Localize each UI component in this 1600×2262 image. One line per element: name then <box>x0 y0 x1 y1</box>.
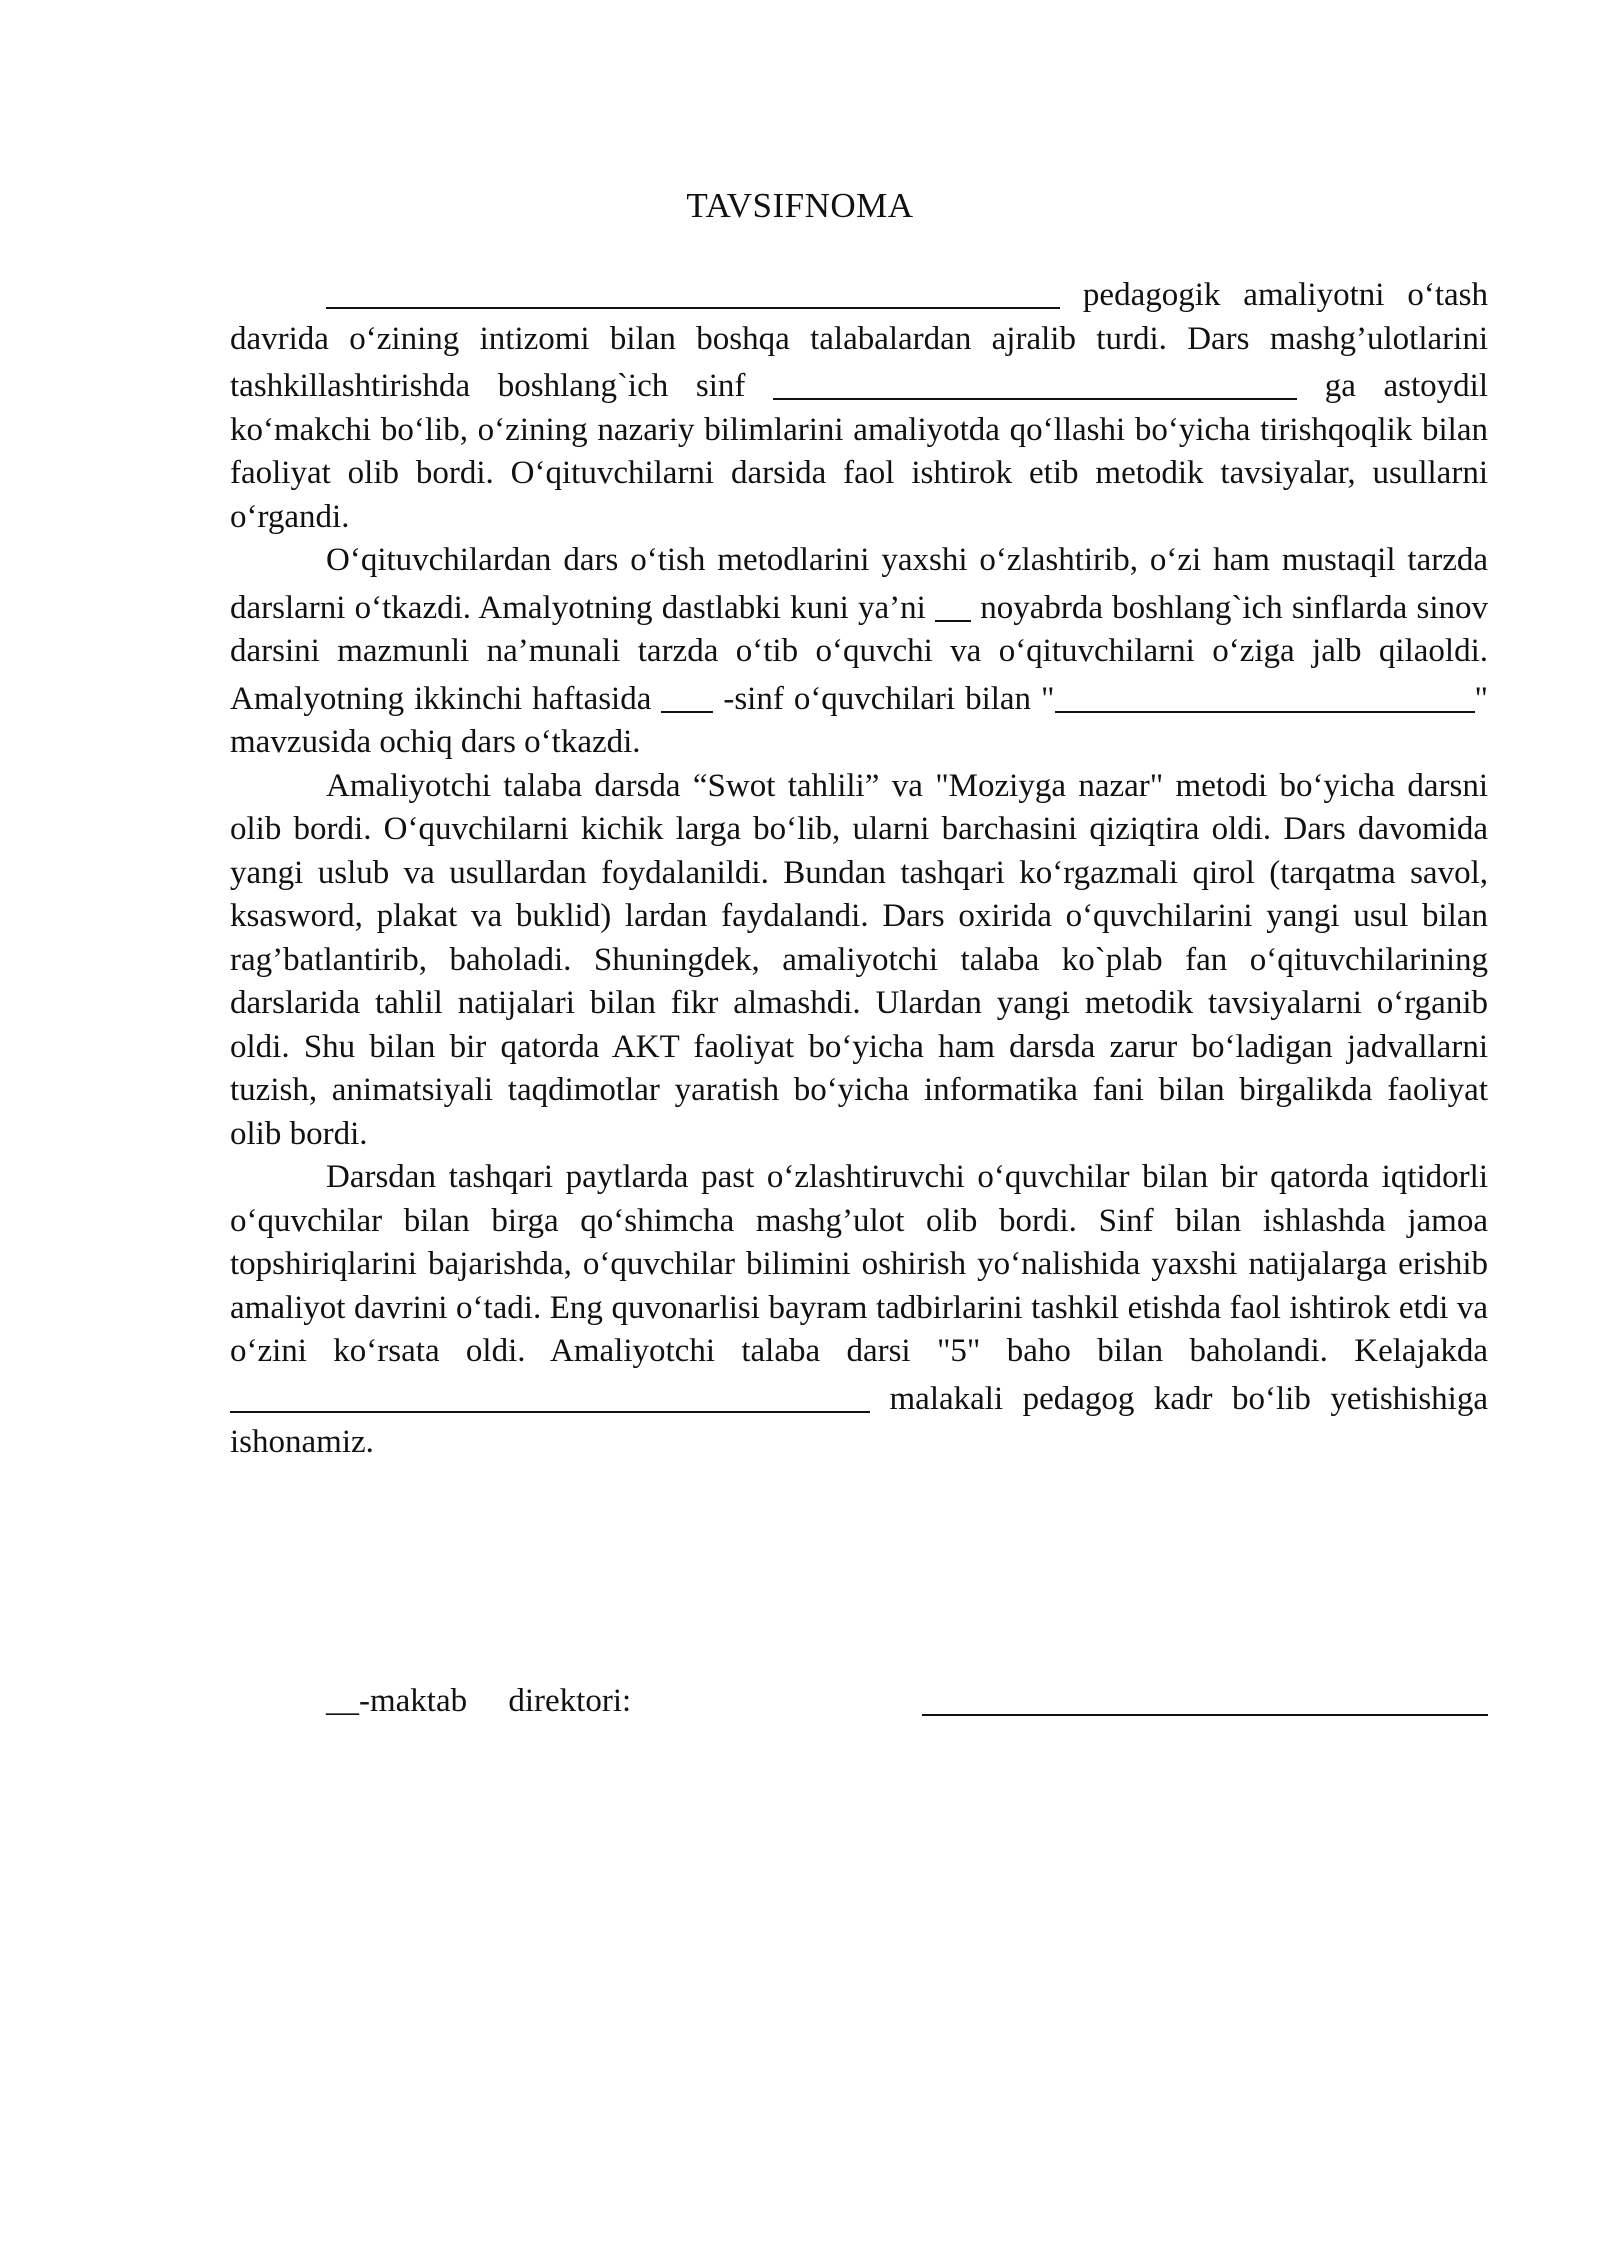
paragraph-1 <box>230 270 1488 539</box>
paragraph-2-part-3: -sinf o‘quvchilari bilan " <box>723 680 1055 717</box>
document-title: TAVSIFNOMA <box>686 186 914 225</box>
grade-blank <box>773 365 1297 400</box>
future-blank <box>230 1378 870 1413</box>
paragraph-1-line-3: mashg’ulotlarini tashkillashtirishda boshlang`ich sinf <box>230 320 1488 404</box>
paragraph-4 <box>230 1156 1488 1465</box>
student-name-blank <box>326 274 1060 309</box>
paragraph-1-rest: ga astoydil ko‘makchi bo‘lib, o‘zining nazariy bilimlarini amaliyotda qo‘llashi bo‘yicha tirishqoqlik bilan faoliyat olib bordi. O‘qituvchilarni darsida faol ishtirok etib metodik tavsiyalar, usullarni o‘rgandi. <box>230 368 1489 535</box>
director-label: __-maktab direktori: <box>326 1683 632 1719</box>
day-blank <box>935 587 971 622</box>
paragraph-1-line-2: o‘tash davrida o‘zining intizomi bilan boshqa talabalardan ajralib turdi. Dars <box>230 277 1489 357</box>
paragraph-4-part-1: Darsdan tashqari paytlarda past o‘zlashtiruvchi o‘quvchilar bilan bir qatorda iqtidorli o‘quvchilar bilan birga qo‘shimcha mashg’ulot olib bordi. Sinf bilan ishlashda jamoa topshiriqlarini bajarishda, o‘quvchilar bilimini oshirish yo‘nalishida yaxshi natijalarga erishib amaliyot davrini o‘tadi. Eng quvonarlisi bayram tadbirlarini tashkil etishda faol ishtirok etdi va o‘zini ko‘rsata oldi. Amaliyotchi talaba darsi "5" baho bilan baholandi. Kelajakda <box>230 1159 1488 1369</box>
paragraph-3: Amaliyotchi talaba darsda “Swot tahlili” va "Moziyga nazar" metodi bo‘yicha darsni olib bordi. O‘quvchilarni kichik larga bo‘lib, ularni barchasini qiziqtira oldi. Dars davomida yangi uslub va usullardan foydalanildi. Bundan tashqari ko‘rgazmali qirol (tarqatma savol, ksasword, plakat va buklid) lardan faydalandi. Dars oxirida o‘quvchilarini yangi usul bilan rag’batlantirib, baholadi. Shuningdek, amaliyotchi talaba ko`plab fan o‘qituvchilarining darslarida tahlil natijalari bilan fikr almashdi. Ulardan yangi metodik tavsiyalarni o‘rganib oldi. Shu bilan bir qatorda AKT faoliyat bo‘yicha ham darsda zarur bo‘ladigan jadvallarni tuzish, animatsiyali taqdimotlar yaratish bo‘yicha informatika fani bilan birgalikda faoliyat olib bordi. <box>230 767 1488 1152</box>
signature-line <box>922 1714 1488 1716</box>
paragraph-2-part-4: " mavzusida ochiq dars o‘tkazdi. <box>230 680 1488 760</box>
paragraph-4-part-2: malakali pedagog kadr bo‘lib yetishishiga ishonamiz. <box>230 1380 1488 1460</box>
paragraph-2 <box>230 539 1488 765</box>
document-body <box>230 270 1488 1465</box>
topic-blank <box>1055 678 1475 713</box>
paragraph-2-part-1: O‘qituvchilardan dars o‘tish metodlarini yaxshi o‘zlashtirib, o‘zi ham mustaqil tarzda darslarni o‘tkazdi. Amalyotning dastlabki kuni ya’ni <box>230 542 1488 626</box>
paragraph-2-part-2: noyabrda boshlang`ich sinflarda sinov darsini mazmunli na’munali tarzda o‘tib o‘quvchi va o‘qituvchilarni o‘ziga jalb qilaoldi. Amalyotning ikkinchi haftasida <box>230 589 1488 717</box>
class-blank <box>661 678 713 713</box>
paragraph-1-line-1: pedagogik amaliyotni <box>1082 277 1385 313</box>
